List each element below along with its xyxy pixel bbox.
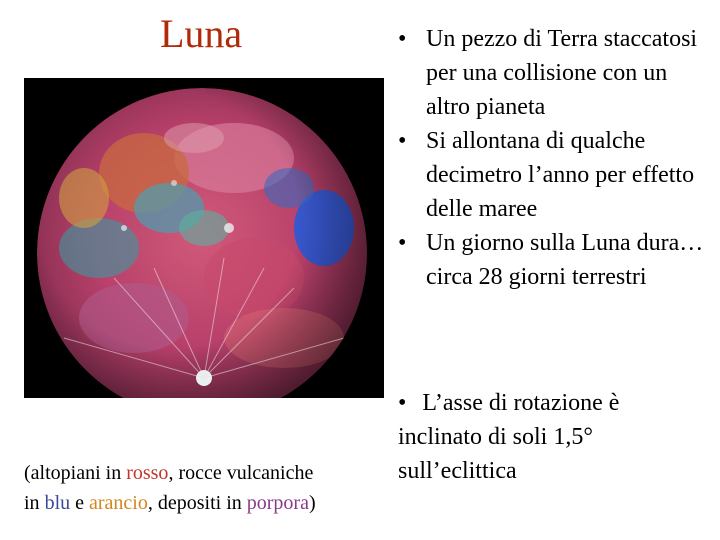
bullet-list: [392, 22, 712, 294]
moon-false-color-picture: [24, 78, 384, 398]
image-caption: [24, 458, 394, 518]
bullet-marker: •: [398, 390, 407, 416]
caption-text: , depositi in: [147, 492, 247, 514]
slide-title: Luna: [160, 11, 243, 56]
bullet-item-origin: [392, 22, 712, 124]
bullet-extra-text: circa 28 giorni terrestri: [426, 264, 647, 290]
caption-text: in: [24, 492, 45, 514]
caption-text: e: [70, 492, 90, 514]
bullet-text: Un giorno sulla Luna dura…: [426, 230, 704, 256]
axis-note-text: L’asse di rotazione è inclinato di soli 1,5° sull’eclittica: [398, 390, 620, 484]
axis-tilt-note: [398, 386, 708, 488]
caption-text: (altopiani in: [24, 462, 127, 484]
bullet-item-day-length: [392, 226, 712, 294]
moon-image: [24, 78, 384, 398]
caption-orange-word: arancio: [89, 492, 148, 514]
caption-red-word: rosso: [126, 462, 169, 484]
caption-text: ): [308, 492, 316, 514]
bullet-text: Un pezzo di Terra staccatosi per una collisione con un altro pianeta: [426, 26, 698, 120]
caption-purple-word: porpora: [246, 492, 309, 514]
caption-line-2: [24, 488, 394, 518]
bullet-text: Si allontana di qualche decimetro l’anno per effetto delle maree: [426, 128, 695, 222]
caption-blue-word: blu: [44, 492, 71, 514]
caption-text: , rocce vulcaniche: [168, 462, 314, 484]
bullet-item-distance: [392, 124, 712, 226]
caption-line-1: [24, 458, 394, 488]
